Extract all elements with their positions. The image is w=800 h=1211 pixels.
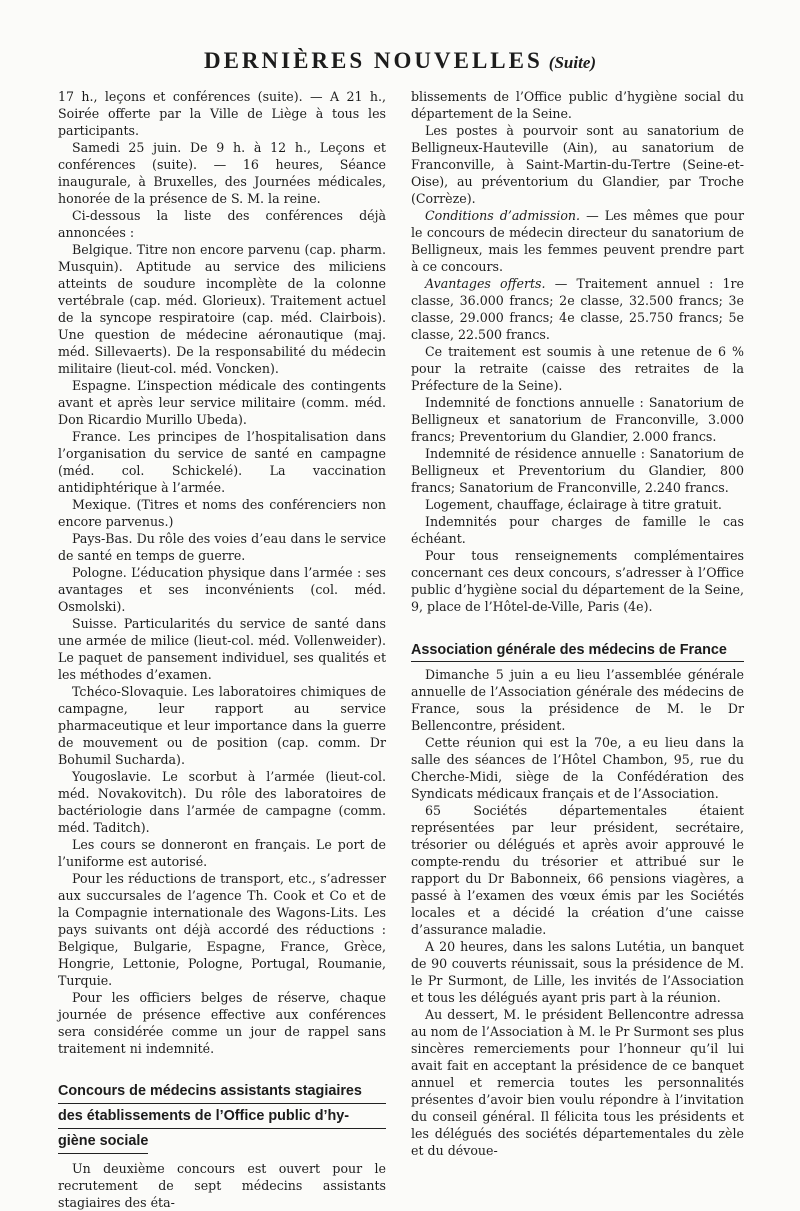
heading-line: des établissements de l’Office public d’hy- bbox=[58, 1106, 386, 1129]
right-column bbox=[411, 88, 744, 1159]
paragraph-label: Conditions d’admission. bbox=[425, 208, 581, 223]
paragraph-text: — Les mêmes que pour le concours de médecin directeur du sanatorium de Belligneux, mais les femmes peuvent prendre part à ce concours. bbox=[411, 208, 745, 274]
paragraph: Les cours se donneront en français. Le port de l’uniforme est autorisé. bbox=[58, 837, 386, 869]
page-header bbox=[0, 48, 800, 74]
paragraph-text: — Traitement annuel : 1re classe, 36.000 francs; 2e classe, 32.500 francs; 3e classe, 29.000 francs; 4e classe, 25.750 francs; 5e classe, 22.500 francs. bbox=[411, 276, 744, 342]
paragraph: Pays-Bas. Du rôle des voies d’eau dans le service de santé en temps de guerre. bbox=[58, 531, 386, 563]
paragraph: Mexique. (Titres et noms des conférenciers non encore parvenus.) bbox=[58, 497, 386, 529]
paragraph: Pour tous renseignements complémentaires concernant ces deux concours, s’adresser à l’Office public d’hygiène social du département de la Seine, 9, place de l’Hôtel-de-Ville, Paris (4e). bbox=[411, 548, 744, 614]
paragraph: Ce traitement est soumis à une retenue de 6 % pour la retraite (caisse des retraites de la Préfecture de la Seine). bbox=[411, 344, 744, 393]
heading-line: Concours de médecins assistants stagiaires bbox=[58, 1081, 386, 1104]
paragraph: Les postes à pourvoir sont au sanatorium de Belligneux-Hauteville (Ain), au sanatorium de Franconville, à Saint-Martin-du-Tertre (Seine-et-Oise), au préventorium du Glandier, par Troche (Corrèze). bbox=[411, 123, 744, 206]
paragraph: Logement, chauffage, éclairage à titre gratuit. bbox=[425, 497, 722, 512]
header-suite: (Suite) bbox=[548, 53, 597, 72]
paragraph: Cette réunion qui est la 70e, a eu lieu dans la salle des séances de l’Hôtel Chambon, 95, rue du Cherche-Midi, siège de la Confédération des Syndicats médicaux français et de l’Association. bbox=[411, 735, 744, 801]
paragraph: Samedi 25 juin. De 9 h. à 12 h., Leçons et conférences (suite). — 16 heures, Séance inaugurale, à Bruxelles, des Journées médicales, honorée de la présence de S. M. la reine. bbox=[58, 140, 386, 206]
paragraph: A 20 heures, dans les salons Lutétia, un banquet de 90 couverts réunissait, sous la présidence de M. le Pr Surmont, de Lille, les invités de l’Association et tous les délégués ayant pris part à la réunion. bbox=[411, 939, 744, 1005]
paragraph: 65 Sociétés départementales étaient représentées par leur président, secrétaire, trésorier ou délégués et après avoir approuvé le compte-rendu du trésorier et attribué sur le rapport du Dr Babonneix, 66 pensions viagères, a passé à l’examen des vœux émis par les Sociétés locales et a décidé la création d’une caisse d’assurance maladie. bbox=[411, 803, 744, 937]
section-heading-concours bbox=[58, 1081, 386, 1156]
paragraph: Indemnité de résidence annuelle : Sanatorium de Belligneux et Preventorium du Glandier, 800 francs; Sanatorium de Franconville, 2.240 francs. bbox=[411, 446, 744, 495]
paragraph: blissements de l’Office public d’hygiène social du département de la Seine. bbox=[411, 89, 744, 121]
paragraph: France. Les principes de l’hospitalisation dans l’organisation du service de santé en campagne (méd. col. Schickelé). La vaccination antidiphtérique à l’armée. bbox=[58, 429, 386, 495]
paragraph: Pour les réductions de transport, etc., s’adresser aux succursales de l’agence Th. Cook et Co et de la Compagnie internationale des Wagons-Lits. Les pays suivants ont déjà accordé des réductions : Belgique, Bulgarie, Espagne, France, Grèce, Hongrie, Lettonie, Pologne, Portugal, Roumanie, Turquie. bbox=[58, 871, 386, 988]
section-heading-association: Association générale des médecins de France bbox=[411, 641, 744, 662]
paragraph: Indemnités pour charges de famille le cas échéant. bbox=[411, 514, 744, 546]
paragraph: Espagne. L’inspection médicale des contingents avant et après leur service militaire (comm. méd. Don Ricardio Murillo Ubeda). bbox=[58, 378, 386, 427]
paragraph: Belgique. Titre non encore parvenu (cap. pharm. Musquin). Aptitude au service des miliciens atteints de soudure incomplète de la colonne vertébrale (cap. méd. Glorieux). Traitement actuel de la syncope respiratoire (cap. méd. Clairbois). Une question de médecine aéronautique (maj. méd. Sillevaerts). De la responsabilité du médecin militaire (lieut-col. méd. Voncken). bbox=[58, 242, 386, 376]
heading-line: giène sociale bbox=[58, 1131, 148, 1154]
paragraph bbox=[411, 275, 744, 343]
paragraph: Au dessert, M. le président Bellencontre adressa au nom de l’Association à M. le Pr Surmont ses plus sincères remerciements pour l’honneur qu’il lui avait fait en acceptant la présidence de ce banquet annuel et remercia toutes les personnalités présentes d’avoir bien voulu répondre à l’invitation du conseil général. Il félicita tous les présidents et les délégués des sociétés départementales du zèle et du dévoue- bbox=[411, 1007, 744, 1158]
paragraph: Yougoslavie. Le scorbut à l’armée (lieut-col. méd. Novakovitch). Du rôle des laboratoires de bactériologie dans l’armée de campagne (comm. méd. Taditch). bbox=[58, 769, 386, 835]
header-title: DERNIÈRES NOUVELLES bbox=[203, 48, 543, 73]
paragraph: Pologne. L’éducation physique dans l’armée : ses avantages et ses inconvénients (col. méd. Osmolski). bbox=[58, 565, 386, 614]
left-column bbox=[58, 88, 386, 1211]
paragraph: Ci-dessous la liste des conférences déjà annoncées : bbox=[58, 208, 386, 240]
paragraph: Dimanche 5 juin a eu lieu l’assemblée générale annuelle de l’Association générale des médecins de France, sous la présidence de M. le Dr Bellencontre, président. bbox=[411, 667, 744, 733]
paragraph-label: Avantages offerts. bbox=[425, 276, 546, 291]
paragraph: 17 h., leçons et conférences (suite). — A 21 h., Soirée offerte par la Ville de Liège à tous les participants. bbox=[58, 89, 386, 138]
paragraph: Pour les officiers belges de réserve, chaque journée de présence effective aux conférences sera considérée comme un jour de rappel sans traitement ni indemnité. bbox=[58, 990, 386, 1056]
paragraph bbox=[411, 207, 744, 275]
paragraph: Indemnité de fonctions annuelle : Sanatorium de Belligneux et sanatorium de Franconville, 3.000 francs; Preventorium du Glandier, 2.000 francs. bbox=[411, 395, 744, 444]
paragraph: Un deuxième concours est ouvert pour le recrutement de sept médecins assistants stagiaires des éta- bbox=[58, 1161, 386, 1210]
paragraph: Suisse. Particularités du service de santé dans une armée de milice (lieut-col. méd. Vollenweider). Le paquet de pansement individuel, ses qualités et les méthodes d’examen. bbox=[58, 616, 386, 682]
paragraph: Tchéco-Slovaquie. Les laboratoires chimiques de campagne, leur rapport au service pharmaceutique et leur importance dans la guerre de mouvement ou de position (cap. comm. Dr Bohumil Sucharda). bbox=[58, 684, 386, 767]
